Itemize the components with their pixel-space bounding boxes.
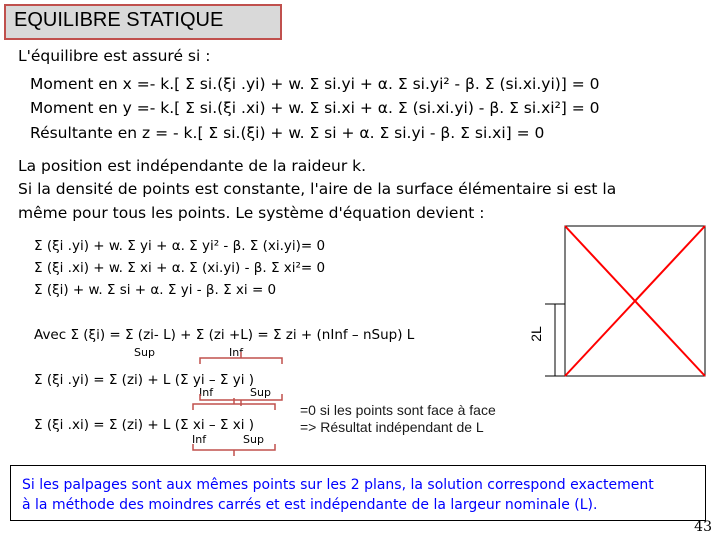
avec-sub-sup: Sup <box>134 346 155 359</box>
xi-equation: Σ (ξi .xi) = Σ (zi) + L (Σ xi – Σ xi ) <box>34 417 255 433</box>
conclusion-line-1: Si les palpages sont aux mêmes points sur les 2 plans, la solution correspond exactement <box>22 477 654 493</box>
system-equation-3: Σ (ξi) + w. Σ si + α. Σ yi - β. Σ xi = 0 <box>34 282 277 298</box>
resultante-equation: Résultante en z = - k.[ Σ si.(ξi) + w. Σ si + α. Σ si.yi - β. Σ si.xi] = 0 <box>30 124 545 142</box>
avec-sub-inf: Inf <box>229 346 244 359</box>
moment-y-equation: Moment en y =- k.[ Σ si.(ξi .xi) + w. Σ si.xi + α. Σ (si.xi.yi) - β. Σ si.xi²] = 0 <box>30 99 600 117</box>
paragraph-line-1: La position est indépendante de la raideur k. <box>18 157 367 175</box>
yi-sub-sup: Sup <box>250 386 271 399</box>
paragraph-line-2: Si la densité de points est constante, l'aire de la surface élémentaire si est la <box>18 180 617 198</box>
page-title: EQUILIBRE STATIQUE <box>14 9 224 31</box>
page-number: 43 <box>694 519 712 535</box>
system-equation-2: Σ (ξi .xi) + w. Σ xi + α. Σ (xi.yi) - β. Σ xi²= 0 <box>34 260 326 276</box>
xi-sub-inf: Inf <box>192 433 207 446</box>
face-note-line-2: => Résultat indépendant de L <box>300 419 484 435</box>
intro-line: L'équilibre est assuré si : <box>18 47 211 65</box>
brace-yi-top <box>200 352 282 364</box>
dimension-label: 2L <box>527 326 544 342</box>
brace-xi-bottom <box>193 444 275 456</box>
conclusion-line-2: à la méthode des moindres carrés et est indépendante de la largeur nominale (L). <box>22 497 598 513</box>
moment-x-equation: Moment en x =- k.[ Σ si.(ξi .yi) + w. Σ si.yi + α. Σ si.yi² - β. Σ (si.xi.yi)] = 0 <box>30 75 600 93</box>
yi-equation: Σ (ξi .yi) = Σ (zi) + L (Σ yi – Σ yi ) <box>34 372 255 388</box>
xi-sub-sup: Sup <box>243 433 264 446</box>
yi-sub-inf: Inf <box>199 386 214 399</box>
face-note-line-1: =0 si les points sont face à face <box>300 402 496 418</box>
avec-equation: Avec Σ (ξi) = Σ (zi- L) + Σ (zi +L) = Σ zi + (nInf – nSup) L <box>34 327 415 343</box>
system-equation-1: Σ (ξi .yi) + w. Σ yi + α. Σ yi² - β. Σ (xi.yi)= 0 <box>34 238 326 254</box>
paragraph-line-3: même pour tous les points. Le système d'équation devient : <box>18 204 485 222</box>
